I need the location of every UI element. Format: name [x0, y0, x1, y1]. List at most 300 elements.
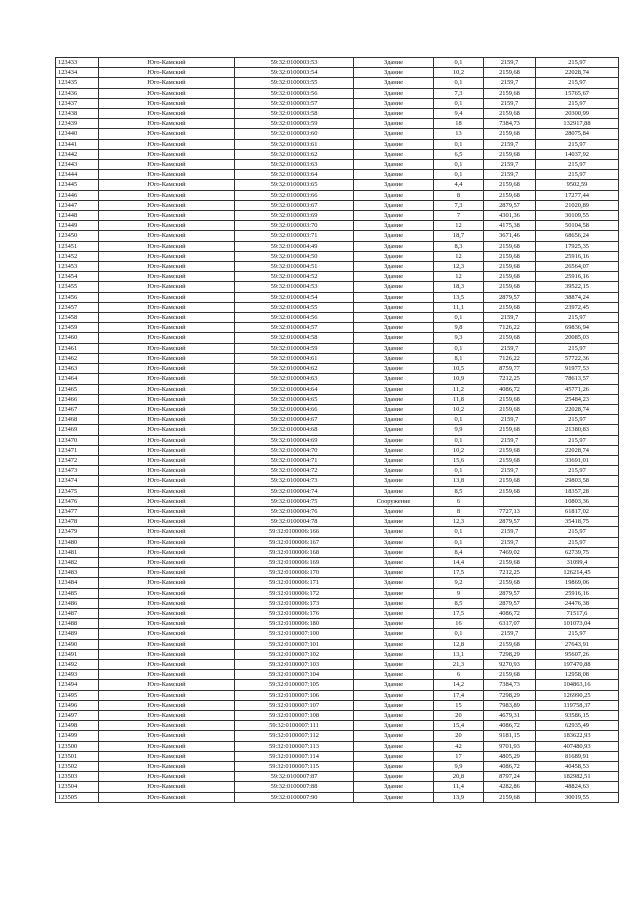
cadastral-value-cell: 26564,07: [536, 262, 619, 272]
cadastral-number-cell: 59:32:0100006:170: [235, 568, 354, 578]
district-cell: Юго-Камский: [99, 68, 235, 78]
area-cell: 9,8: [434, 323, 484, 333]
specific-value-cell: 2159,7: [484, 160, 536, 170]
cadastral-number-cell: 59:32:0100003:54: [235, 68, 354, 78]
cadastral-value-cell: 215,97: [536, 466, 619, 476]
cadastral-value-cell: 57722,36: [536, 353, 619, 363]
cadastral-value-cell: 21380,83: [536, 425, 619, 435]
row-number-cell: 123490: [56, 639, 99, 649]
cadastral-value-cell: 30109,55: [536, 211, 619, 221]
district-cell: Юго-Камский: [99, 466, 235, 476]
specific-value-cell: 9181,15: [484, 731, 536, 741]
object-type-cell: Здание: [354, 425, 434, 435]
area-cell: 7,3: [434, 88, 484, 98]
area-cell: 12: [434, 251, 484, 261]
specific-value-cell: 2159,68: [484, 109, 536, 119]
table-row: [56, 149, 619, 159]
object-type-cell: Здание: [354, 170, 434, 180]
table-row: [56, 119, 619, 129]
district-cell: Юго-Камский: [99, 170, 235, 180]
cadastral-value-cell: 17925,35: [536, 241, 619, 251]
cadastral-number-cell: 59:32:0100003:66: [235, 190, 354, 200]
object-type-cell: Здание: [354, 751, 434, 761]
object-type-cell: Здание: [354, 394, 434, 404]
district-cell: Юго-Камский: [99, 496, 235, 506]
specific-value-cell: 4679,31: [484, 711, 536, 721]
area-cell: 13,8: [434, 476, 484, 486]
specific-value-cell: 2159,68: [484, 129, 536, 139]
table-row: [56, 333, 619, 343]
cadastral-value-cell: 21020,89: [536, 200, 619, 210]
row-number-cell: 123454: [56, 272, 99, 282]
row-number-cell: 123482: [56, 557, 99, 567]
table-row: [56, 323, 619, 333]
area-cell: 20: [434, 711, 484, 721]
specific-value-cell: 2159,7: [484, 170, 536, 180]
row-number-cell: 123452: [56, 251, 99, 261]
area-cell: 18,3: [434, 282, 484, 292]
cadastral-number-cell: 59:32:0100003:69: [235, 211, 354, 221]
specific-value-cell: 4805,29: [484, 751, 536, 761]
table-row: [56, 690, 619, 700]
object-type-cell: Здание: [354, 772, 434, 782]
cadastral-value-cell: 78613,57: [536, 374, 619, 384]
cadastral-number-cell: 59:32:0100004:66: [235, 404, 354, 414]
row-number-cell: 123433: [56, 58, 99, 68]
object-type-cell: Здание: [354, 557, 434, 567]
cadastral-value-cell: 9502,59: [536, 180, 619, 190]
table-row: [56, 58, 619, 68]
district-cell: Юго-Камский: [99, 506, 235, 516]
cadastral-value-cell: 407480,93: [536, 741, 619, 751]
cadastral-number-cell: 59:32:0100007:107: [235, 700, 354, 710]
specific-value-cell: 6317,07: [484, 619, 536, 629]
area-cell: 15,6: [434, 455, 484, 465]
cadastral-number-cell: 59:32:0100007:112: [235, 731, 354, 741]
cadastral-number-cell: 59:32:0100007:103: [235, 659, 354, 669]
object-type-cell: Здание: [354, 782, 434, 792]
cadastral-number-cell: 59:32:0100007:105: [235, 680, 354, 690]
district-cell: Юго-Камский: [99, 221, 235, 231]
cadastral-number-cell: 59:32:0100004:68: [235, 425, 354, 435]
cadastral-number-cell: 59:32:0100006:172: [235, 588, 354, 598]
cadastral-value-cell: 215,97: [536, 58, 619, 68]
district-cell: Юго-Камский: [99, 292, 235, 302]
cadastral-value-cell: 215,97: [536, 170, 619, 180]
table-row: [56, 200, 619, 210]
area-cell: 0,1: [434, 78, 484, 88]
cadastral-value-cell: 12958,08: [536, 670, 619, 680]
area-cell: 0,1: [434, 58, 484, 68]
row-number-cell: 123458: [56, 313, 99, 323]
table-row: [56, 721, 619, 731]
object-type-cell: Здание: [354, 588, 434, 598]
specific-value-cell: 2159,68: [484, 241, 536, 251]
row-number-cell: 123466: [56, 394, 99, 404]
row-number-cell: 123437: [56, 98, 99, 108]
object-type-cell: Здание: [354, 700, 434, 710]
row-number-cell: 123477: [56, 506, 99, 516]
cadastral-value-cell: 215,97: [536, 537, 619, 547]
specific-value-cell: 7298,29: [484, 649, 536, 659]
row-number-cell: 123460: [56, 333, 99, 343]
specific-value-cell: 2159,68: [484, 394, 536, 404]
district-cell: Юго-Камский: [99, 374, 235, 384]
district-cell: Юго-Камский: [99, 353, 235, 363]
cadastral-value-cell: 91977,53: [536, 364, 619, 374]
area-cell: 18,7: [434, 231, 484, 241]
cadastral-number-cell: 59:32:0100004:57: [235, 323, 354, 333]
table-row: [56, 241, 619, 251]
area-cell: 14,4: [434, 557, 484, 567]
object-type-cell: Здание: [354, 200, 434, 210]
object-type-cell: Здание: [354, 415, 434, 425]
specific-value-cell: 7126,22: [484, 323, 536, 333]
row-number-cell: 123503: [56, 772, 99, 782]
cadastral-number-cell: 59:32:0100004:54: [235, 292, 354, 302]
district-cell: Юго-Камский: [99, 394, 235, 404]
specific-value-cell: 2159,68: [484, 262, 536, 272]
cadastral-value-cell: 182982,51: [536, 772, 619, 782]
object-type-cell: Здание: [354, 149, 434, 159]
table-row: [56, 353, 619, 363]
district-cell: Юго-Камский: [99, 313, 235, 323]
specific-value-cell: 2159,68: [484, 486, 536, 496]
cadastral-number-cell: 59:32:0100004:51: [235, 262, 354, 272]
cadastral-number-cell: 59:32:0100007:115: [235, 762, 354, 772]
cadastral-number-cell: 59:32:0100007:100: [235, 629, 354, 639]
table-row: [56, 578, 619, 588]
cadastral-value-cell: 93586,15: [536, 711, 619, 721]
object-type-cell: Здание: [354, 78, 434, 88]
specific-value-cell: 8759,77: [484, 364, 536, 374]
specific-value-cell: 2159,68: [484, 792, 536, 802]
cadastral-value-cell: 215,97: [536, 160, 619, 170]
cadastral-number-cell: 59:32:0100006:180: [235, 619, 354, 629]
cadastral-number-cell: 59:32:0100007:87: [235, 772, 354, 782]
object-type-cell: Здание: [354, 282, 434, 292]
row-number-cell: 123436: [56, 88, 99, 98]
cadastral-value-cell: 14037,92: [536, 149, 619, 159]
area-cell: 8: [434, 506, 484, 516]
specific-value-cell: 2159,7: [484, 98, 536, 108]
object-type-cell: Здание: [354, 364, 434, 374]
table-row: [56, 700, 619, 710]
district-cell: Юго-Камский: [99, 649, 235, 659]
object-type-cell: Здание: [354, 741, 434, 751]
specific-value-cell: 4301,36: [484, 211, 536, 221]
row-number-cell: 123484: [56, 578, 99, 588]
object-type-cell: Здание: [354, 241, 434, 251]
row-number-cell: 123498: [56, 721, 99, 731]
cadastral-number-cell: 59:32:0100003:64: [235, 170, 354, 180]
cadastral-number-cell: 59:32:0100004:70: [235, 445, 354, 455]
row-number-cell: 123495: [56, 690, 99, 700]
table-row: [56, 680, 619, 690]
row-number-cell: 123451: [56, 241, 99, 251]
cadastral-value-cell: 101073,04: [536, 619, 619, 629]
area-cell: 8,5: [434, 598, 484, 608]
row-number-cell: 123493: [56, 670, 99, 680]
row-number-cell: 123440: [56, 129, 99, 139]
specific-value-cell: 2159,7: [484, 527, 536, 537]
area-cell: 9,9: [434, 762, 484, 772]
specific-value-cell: 2159,68: [484, 68, 536, 78]
cadastral-value-cell: 25916,16: [536, 588, 619, 598]
area-cell: 0,1: [434, 629, 484, 639]
object-type-cell: Здание: [354, 445, 434, 455]
object-type-cell: Здание: [354, 180, 434, 190]
specific-value-cell: 4086,72: [484, 608, 536, 618]
area-cell: 17,5: [434, 608, 484, 618]
district-cell: Юго-Камский: [99, 751, 235, 761]
district-cell: Юго-Камский: [99, 58, 235, 68]
cadastral-number-cell: 59:32:0100007:102: [235, 649, 354, 659]
object-type-cell: Здание: [354, 109, 434, 119]
district-cell: Юго-Камский: [99, 629, 235, 639]
area-cell: 9,3: [434, 333, 484, 343]
object-type-cell: Здание: [354, 292, 434, 302]
cadastral-number-cell: 59:32:0100004:73: [235, 476, 354, 486]
table-row: [56, 374, 619, 384]
district-cell: Юго-Камский: [99, 608, 235, 618]
object-type-cell: Здание: [354, 98, 434, 108]
area-cell: 11,4: [434, 782, 484, 792]
district-cell: Юго-Камский: [99, 517, 235, 527]
district-cell: Юго-Камский: [99, 711, 235, 721]
cadastral-number-cell: 59:32:0100004:50: [235, 251, 354, 261]
area-cell: 7,3: [434, 200, 484, 210]
district-cell: Юго-Камский: [99, 129, 235, 139]
object-type-cell: Здание: [354, 160, 434, 170]
cadastral-number-cell: 59:32:0100003:65: [235, 180, 354, 190]
cadastral-number-cell: 59:32:0100004:62: [235, 364, 354, 374]
row-number-cell: 123475: [56, 486, 99, 496]
cadastral-value-cell: 71517,6: [536, 608, 619, 618]
cadastral-number-cell: 59:32:0100007:101: [235, 639, 354, 649]
specific-value-cell: 2159,7: [484, 629, 536, 639]
row-number-cell: 123469: [56, 425, 99, 435]
specific-value-cell: 4086,72: [484, 721, 536, 731]
specific-value-cell: 7298,29: [484, 690, 536, 700]
area-cell: 6: [434, 670, 484, 680]
cadastral-number-cell: 59:32:0100004:71: [235, 455, 354, 465]
area-cell: 42: [434, 741, 484, 751]
cadastral-number-cell: 59:32:0100004:72: [235, 466, 354, 476]
cadastral-value-cell: 126214,45: [536, 568, 619, 578]
table-row: [56, 435, 619, 445]
specific-value-cell: [484, 496, 536, 506]
specific-value-cell: 2879,57: [484, 292, 536, 302]
specific-value-cell: 2159,68: [484, 455, 536, 465]
cadastral-value-cell: 215,97: [536, 313, 619, 323]
table-row: [56, 384, 619, 394]
area-cell: 0,1: [434, 313, 484, 323]
table-row: [56, 272, 619, 282]
district-cell: Юго-Камский: [99, 772, 235, 782]
table-row: [56, 762, 619, 772]
object-type-cell: Здание: [354, 58, 434, 68]
area-cell: 0,1: [434, 537, 484, 547]
object-type-cell: Здание: [354, 639, 434, 649]
table-row: [56, 231, 619, 241]
row-number-cell: 123499: [56, 731, 99, 741]
district-cell: Юго-Камский: [99, 282, 235, 292]
row-number-cell: 123486: [56, 598, 99, 608]
district-cell: Юго-Камский: [99, 557, 235, 567]
cadastral-number-cell: 59:32:0100006:167: [235, 537, 354, 547]
specific-value-cell: 2159,68: [484, 180, 536, 190]
row-number-cell: 123504: [56, 782, 99, 792]
table-row: [56, 547, 619, 557]
object-type-cell: Здание: [354, 578, 434, 588]
object-type-cell: Здание: [354, 211, 434, 221]
area-cell: 9: [434, 588, 484, 598]
table-row: [56, 404, 619, 414]
cadastral-value-cell: 68656,24: [536, 231, 619, 241]
area-cell: 7: [434, 211, 484, 221]
row-number-cell: 123476: [56, 496, 99, 506]
cadastral-value-cell: 35418,75: [536, 517, 619, 527]
table-row: [56, 792, 619, 802]
object-type-cell: Здание: [354, 68, 434, 78]
area-cell: 9,9: [434, 425, 484, 435]
specific-value-cell: 2159,68: [484, 282, 536, 292]
cadastral-value-cell: 215,97: [536, 527, 619, 537]
area-cell: 8,1: [434, 353, 484, 363]
district-cell: Юго-Камский: [99, 384, 235, 394]
specific-value-cell: 2159,68: [484, 333, 536, 343]
object-type-cell: Здание: [354, 547, 434, 557]
table-row: [56, 619, 619, 629]
cadastral-value-cell: 25916,16: [536, 272, 619, 282]
specific-value-cell: 7126,22: [484, 353, 536, 363]
object-type-cell: Здание: [354, 272, 434, 282]
row-number-cell: 123485: [56, 588, 99, 598]
table-row: [56, 649, 619, 659]
specific-value-cell: 4086,72: [484, 384, 536, 394]
table-row: [56, 445, 619, 455]
cadastral-number-cell: 59:32:0100007:106: [235, 690, 354, 700]
specific-value-cell: 2159,68: [484, 557, 536, 567]
table-row: [56, 364, 619, 374]
cadastral-number-cell: 59:32:0100003:61: [235, 139, 354, 149]
cadastral-number-cell: 59:32:0100006:169: [235, 557, 354, 567]
object-type-cell: Здание: [354, 527, 434, 537]
cadastral-number-cell: 59:32:0100004:63: [235, 374, 354, 384]
cadastral-number-cell: 59:32:0100004:67: [235, 415, 354, 425]
cadastral-value-cell: 10803,36: [536, 496, 619, 506]
table-row: [56, 629, 619, 639]
specific-value-cell: 2159,68: [484, 670, 536, 680]
cadastral-number-cell: 59:32:0100007:104: [235, 670, 354, 680]
cadastral-number-cell: 59:32:0100004:52: [235, 272, 354, 282]
area-cell: 12: [434, 221, 484, 231]
district-cell: Юго-Камский: [99, 262, 235, 272]
district-cell: Юго-Камский: [99, 435, 235, 445]
area-cell: 12,8: [434, 639, 484, 649]
row-number-cell: 123445: [56, 180, 99, 190]
area-cell: 15: [434, 700, 484, 710]
district-cell: Юго-Камский: [99, 109, 235, 119]
cadastral-value-cell: 30019,55: [536, 792, 619, 802]
cadastral-number-cell: 59:32:0100004:61: [235, 353, 354, 363]
cadastral-number-cell: 59:32:0100004:58: [235, 333, 354, 343]
cadastral-number-cell: 59:32:0100003:67: [235, 200, 354, 210]
table-row: [56, 415, 619, 425]
object-type-cell: Здание: [354, 517, 434, 527]
cadastral-value-cell: 23972,45: [536, 302, 619, 312]
table-row: [56, 170, 619, 180]
area-cell: 13,9: [434, 792, 484, 802]
cadastral-number-cell: 59:32:0100004:74: [235, 486, 354, 496]
object-type-cell: Сооружение: [354, 496, 434, 506]
district-cell: Юго-Камский: [99, 680, 235, 690]
object-type-cell: Здание: [354, 374, 434, 384]
row-number-cell: 123496: [56, 700, 99, 710]
district-cell: Юго-Камский: [99, 639, 235, 649]
cadastral-number-cell: 59:32:0100003:55: [235, 78, 354, 88]
area-cell: 16: [434, 619, 484, 629]
cadastral-value-cell: 45771,26: [536, 384, 619, 394]
cadastral-number-cell: 59:32:0100004:65: [235, 394, 354, 404]
row-number-cell: 123470: [56, 435, 99, 445]
object-type-cell: Здание: [354, 670, 434, 680]
table-row: [56, 568, 619, 578]
area-cell: 11,2: [434, 384, 484, 394]
cadastral-value-cell: 132917,88: [536, 119, 619, 129]
district-cell: Юго-Камский: [99, 659, 235, 669]
district-cell: Юго-Камский: [99, 578, 235, 588]
table-row: [56, 486, 619, 496]
cadastral-number-cell: 59:32:0100004:53: [235, 282, 354, 292]
cadastral-value-cell: 95607,26: [536, 649, 619, 659]
cadastral-value-cell: 215,97: [536, 98, 619, 108]
specific-value-cell: 2159,7: [484, 466, 536, 476]
area-cell: 13,1: [434, 649, 484, 659]
object-type-cell: Здание: [354, 466, 434, 476]
object-type-cell: Здание: [354, 455, 434, 465]
cadastral-value-cell: 20300,99: [536, 109, 619, 119]
row-number-cell: 123446: [56, 190, 99, 200]
area-cell: 0,1: [434, 139, 484, 149]
district-cell: Юго-Камский: [99, 343, 235, 353]
cadastral-number-cell: 59:32:0100004:59: [235, 343, 354, 353]
district-cell: Юго-Камский: [99, 180, 235, 190]
cadastral-number-cell: 59:32:0100004:69: [235, 435, 354, 445]
cadastral-value-cell: 38874,24: [536, 292, 619, 302]
table-row: [56, 741, 619, 751]
district-cell: Юго-Камский: [99, 98, 235, 108]
specific-value-cell: 2159,68: [484, 190, 536, 200]
table-row: [56, 639, 619, 649]
row-number-cell: 123447: [56, 200, 99, 210]
table-row: [56, 394, 619, 404]
object-type-cell: Здание: [354, 680, 434, 690]
district-cell: Юго-Камский: [99, 792, 235, 802]
object-type-cell: Здание: [354, 251, 434, 261]
table-row: [56, 68, 619, 78]
row-number-cell: 123472: [56, 455, 99, 465]
table-row: [56, 180, 619, 190]
cadastral-value-cell: 25916,16: [536, 251, 619, 261]
specific-value-cell: 2159,68: [484, 88, 536, 98]
specific-value-cell: 8797,24: [484, 772, 536, 782]
area-cell: 8,5: [434, 486, 484, 496]
table-row: [56, 476, 619, 486]
table-row: [56, 262, 619, 272]
cadastral-number-cell: 59:32:0100004:56: [235, 313, 354, 323]
